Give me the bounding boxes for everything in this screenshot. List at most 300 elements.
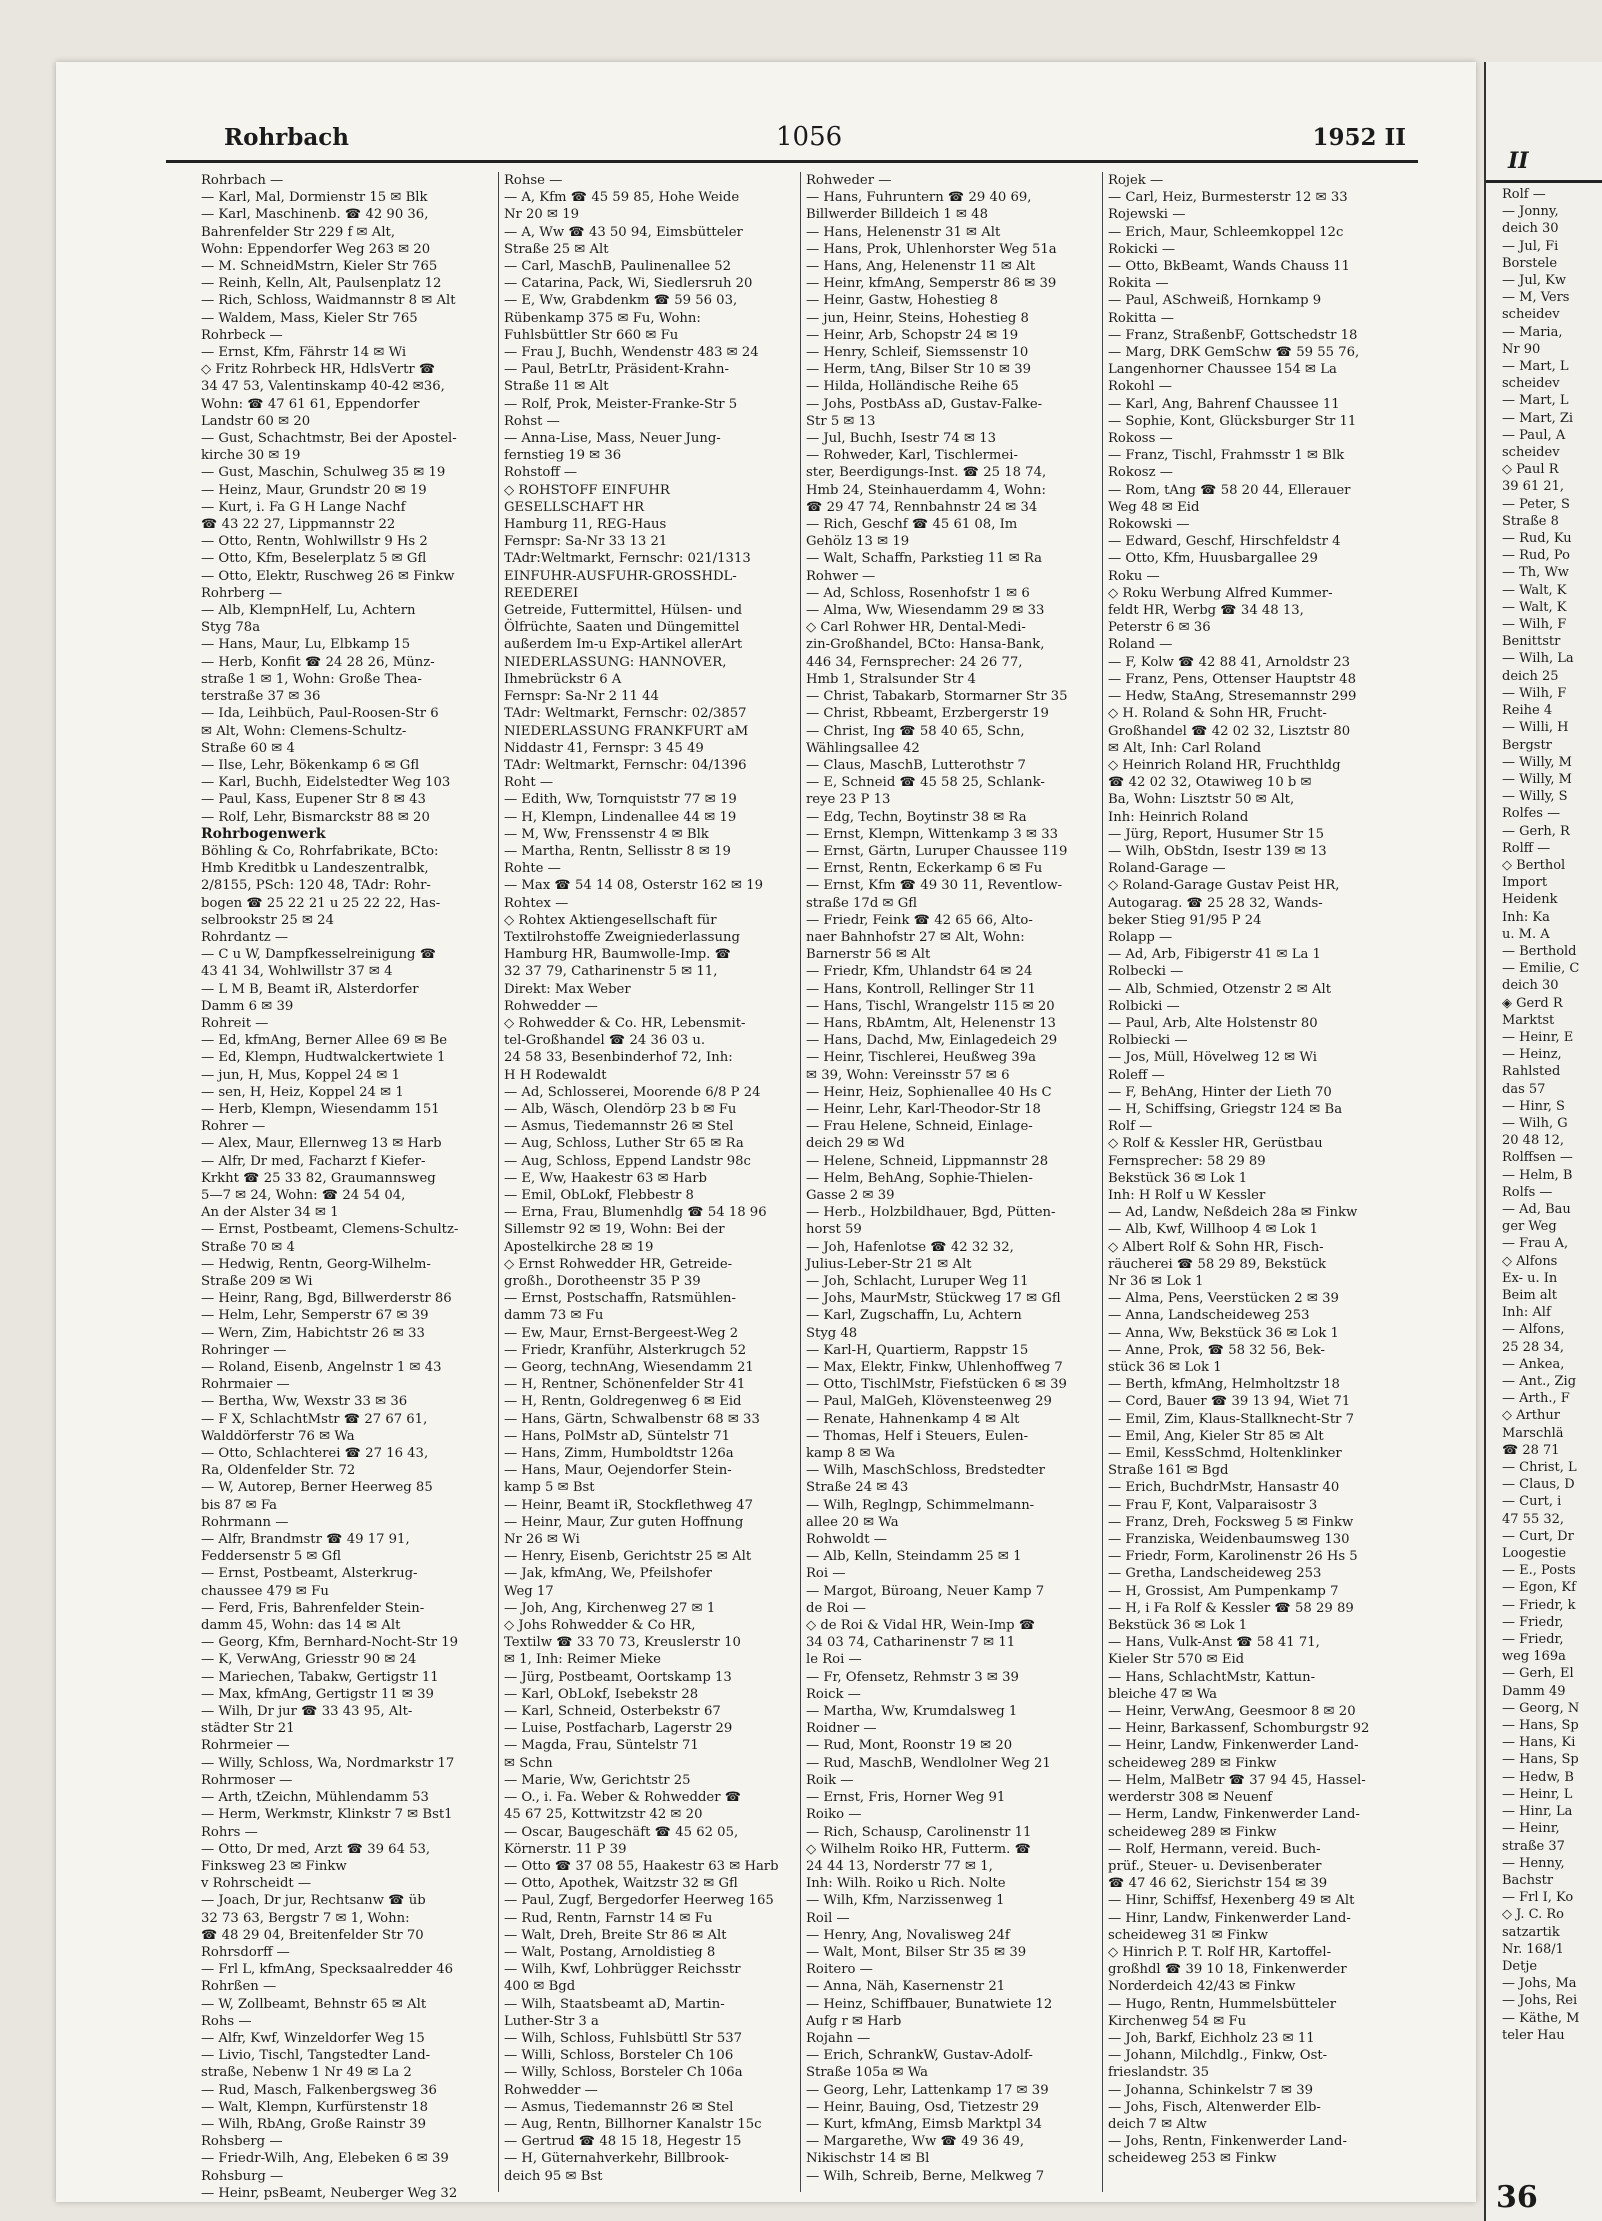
header-rule <box>1486 180 1602 183</box>
directory-entry-line: Aufg r ✉ Harb <box>806 2013 902 2029</box>
adjacent-entry-line: — Wilh, F <box>1502 685 1567 701</box>
adjacent-entry-line: — Willy, M <box>1502 771 1572 787</box>
directory-entry-line: — Karl, Ang, Bahrenf Chaussee 11 <box>1108 396 1340 412</box>
directory-entry-line: Niddastr 41, Fernspr: 3 45 49 <box>504 740 704 756</box>
adjacent-entry-line: — Gerh, El <box>1502 1666 1574 1682</box>
directory-entry-line: — Heinz, Maur, Grundstr 20 ✉ 19 <box>201 482 427 498</box>
directory-entry-line: städter Str 21 <box>201 1721 295 1737</box>
directory-entry-line: — H, Güternahverkehr, Billbrook- <box>504 2151 729 2167</box>
directory-entry-line: — Hans, Vulk-Anst ☎ 58 41 71, <box>1108 1635 1320 1651</box>
directory-entry-line: deich 7 ✉ Altw <box>1108 2116 1207 2132</box>
directory-entry-line: — Henry, Eisenb, Gerichtstr 25 ✉ Alt <box>504 1549 752 1565</box>
directory-entry-line: Rohrbeck — <box>201 327 283 343</box>
directory-entry-line: Julius-Leber-Str 21 ✉ Alt <box>806 1256 972 1272</box>
adjacent-entry-line: — Willy, M <box>1502 754 1572 770</box>
directory-entry-line: deich 95 ✉ Bst <box>504 2168 603 2184</box>
directory-entry-line: — Mariechen, Tabakw, Gertigstr 11 <box>201 1669 439 1685</box>
directory-entry-line: ◇ ROHSTOFF EINFUHR <box>504 482 670 498</box>
directory-entry-line: — A, Kfm ☎ 45 59 85, Hohe Weide <box>504 190 740 206</box>
directory-entry-line: Roitero — <box>806 1962 873 1978</box>
adjacent-entry-line: 47 55 32, <box>1502 1511 1565 1527</box>
directory-entry-line: Damm 6 ✉ 39 <box>201 998 294 1014</box>
directory-entry-line: — Kurt, kfmAng, Eimsb Marktpl 34 <box>806 2116 1042 2132</box>
directory-entry-line: — Wilh, Schreib, Berne, Melkweg 7 <box>806 2168 1045 2184</box>
directory-entry-line: — Paul, MalGeh, Klövensteenweg 29 <box>806 1394 1052 1410</box>
directory-entry-line: kirche 30 ✉ 19 <box>201 448 301 464</box>
adjacent-entry-line: Rolfes — <box>1502 806 1561 822</box>
directory-entry-line: — Carl, MaschB, Paulinenallee 52 <box>504 259 732 275</box>
directory-entry-line: Rohstoff — <box>504 465 578 481</box>
directory-entry-line: — F, Kolw ☎ 42 88 41, Arnoldstr 23 <box>1108 654 1350 670</box>
directory-entry-line: Krkht ☎ 25 33 82, Graumannsweg <box>201 1170 436 1186</box>
directory-entry-line: Rohte — <box>504 861 561 877</box>
adjacent-entry-line: ☎ 28 71 <box>1502 1442 1560 1458</box>
directory-entry-line: — Rolf, Lehr, Bismarckstr 88 ✉ 20 <box>201 809 430 825</box>
directory-entry-line: — F X, SchlachtMstr ☎ 27 67 61, <box>201 1411 428 1427</box>
directory-entry-line: Styg 78a <box>201 620 261 636</box>
directory-entry-line: — Gretha, Landscheideweg 253 <box>1108 1566 1322 1582</box>
directory-entry-line: 32 73 63, Bergstr 7 ✉ 1, Wohn: <box>201 1910 410 1926</box>
directory-entry-line: Roick — <box>806 1686 861 1702</box>
directory-entry-line: — Walt, Mont, Bilser Str 35 ✉ 39 <box>806 1944 1027 1960</box>
directory-entry-line: ☎ 48 29 04, Breitenfelder Str 70 <box>201 1927 424 1943</box>
directory-entry-line: — Waldem, Mass, Kieler Str 765 <box>201 310 418 326</box>
directory-entry-line: — Karl, Buchh, Eidelstedter Weg 103 <box>201 775 451 791</box>
directory-entry-line: Böhling & Co, Rohrfabrikate, BCto: <box>201 843 439 859</box>
directory-entry-line: — Hans, SchlachtMstr, Kattun- <box>1108 1669 1316 1685</box>
adjacent-page-strip <box>1484 62 1602 2221</box>
adjacent-entry-line: 20 48 12, <box>1502 1133 1565 1149</box>
directory-entry-line: TAdr: Weltmarkt, Fernschr: 02/3857 <box>504 706 747 722</box>
directory-entry-line: — Heinr, Gastw, Hohestieg 8 <box>806 293 999 309</box>
directory-entry-line: — Heinr, Bauing, Osd, Tietzestr 29 <box>806 2099 1039 2115</box>
directory-entry-line: — Ida, Leihbüch, Paul-Roosen-Str 6 <box>201 706 439 722</box>
directory-entry-line: scheideweg 289 ✉ Finkw <box>1108 1755 1277 1771</box>
directory-entry-line: straße 17d ✉ Gfl <box>806 895 918 911</box>
adjacent-page-number: 36 <box>1496 2180 1538 2215</box>
directory-entry-line: — Franz, Pens, Ottenser Hauptstr 48 <box>1108 671 1356 687</box>
directory-entry-line: — Ernst, Kfm ☎ 49 30 11, Reventlow- <box>806 878 1063 894</box>
directory-entry-line: — Hedwig, Rentn, Georg-Wilhelm- <box>201 1256 431 1272</box>
directory-entry-line: ◇ Roland-Garage Gustav Peist HR, <box>1108 878 1340 894</box>
directory-entry-line: allee 20 ✉ Wa <box>806 1514 899 1530</box>
directory-entry-line: Sillemstr 92 ✉ 19, Wohn: Bei der <box>504 1222 725 1238</box>
directory-entry-line: Rojewski — <box>1108 207 1186 223</box>
directory-entry-line: — Ferd, Fris, Bahrenfelder Stein- <box>201 1600 425 1616</box>
directory-entry-line: Rokitta — <box>1108 310 1174 326</box>
directory-entry-line: — Karl, Mal, Dormienstr 15 ✉ Blk <box>201 190 428 206</box>
directory-entry-line: — H, Rentn, Goldregenweg 6 ✉ Eid <box>504 1394 742 1410</box>
directory-entry-line: — Anna-Lise, Mass, Neuer Jung- <box>504 431 721 447</box>
adjacent-entry-line: ◇ Alfons <box>1502 1253 1558 1269</box>
directory-entry-line: — Otto, Schlachterei ☎ 27 16 43, <box>201 1446 429 1462</box>
directory-entry-line: — Anna, Ww, Bekstück 36 ✉ Lok 1 <box>1108 1325 1339 1341</box>
directory-entry-line: — Herm, tAng, Bilser Str 10 ✉ 39 <box>806 362 1032 378</box>
directory-entry-line: Ba, Wohn: Lisztstr 50 ✉ Alt, <box>1108 792 1295 808</box>
directory-entry-line: — Rich, Schausp, Carolinenstr 11 <box>806 1824 1032 1840</box>
directory-entry-line: — Henry, Ang, Novalisweg 24f <box>806 1927 1010 1943</box>
adjacent-entry-line: — Friedr, k <box>1502 1597 1576 1613</box>
directory-entry-line: — Hans, Prok, Uhlenhorster Weg 51a <box>806 241 1057 257</box>
directory-entry-line: — O., i. Fa. Weber & Rohwedder ☎ <box>504 1790 742 1806</box>
directory-entry-line: kamp 8 ✉ Wa <box>806 1446 896 1462</box>
adjacent-entry-line: Rahlsted <box>1502 1064 1561 1080</box>
directory-entry-line: — Henry, Schleif, Siemssenstr 10 <box>806 345 1029 361</box>
directory-entry-line: — Georg, Lehr, Lattenkamp 17 ✉ 39 <box>806 2082 1049 2098</box>
directory-entry-line: ✉ 1, Inh: Reimer Mieke <box>504 1652 661 1668</box>
directory-entry-line: — Wilh, RbAng, Große Rainstr 39 <box>201 2116 426 2132</box>
directory-entry-line: — Heinr, Rang, Bgd, Billwerderstr 86 <box>201 1291 452 1307</box>
directory-entry-line: — Heinr, Landw, Finkenwerder Land- <box>1108 1738 1359 1754</box>
directory-entry-line: Roil — <box>806 1910 850 1926</box>
directory-entry-line: le Roi — <box>806 1652 862 1668</box>
directory-entry-line: Walddörferstr 76 ✉ Wa <box>201 1428 355 1444</box>
directory-entry-line: Straße 25 ✉ Alt <box>504 241 609 257</box>
directory-entry-line: — Franz, Dreh, Focksweg 5 ✉ Finkw <box>1108 1514 1354 1530</box>
directory-entry-line: Rohsberg — <box>201 2134 283 2150</box>
directory-entry-line: — Karl, ObLokf, Isebekstr 28 <box>504 1686 699 1702</box>
directory-entry-line: — Wilh, Kfm, Narzissenweg 1 <box>806 1893 1005 1909</box>
directory-entry-line: Landstr 60 ✉ 20 <box>201 413 311 429</box>
directory-entry-line: scheideweg 289 ✉ Finkw <box>1108 1824 1277 1840</box>
adjacent-page-header: II <box>1508 148 1529 174</box>
directory-entry-line: — Wilh, Reglngp, Schimmelmann- <box>806 1497 1035 1513</box>
directory-entry-line: 2/8155, PSch: 120 48, TAdr: Rohr- <box>201 878 431 894</box>
directory-entry-line: Hmb Kreditbk u Landeszentralbk, <box>201 861 429 877</box>
directory-entry-line: — Hans, Helenenstr 31 ✉ Alt <box>806 224 1001 240</box>
directory-entry-line: — Gust, Maschin, Schulweg 35 ✉ 19 <box>201 465 446 481</box>
directory-entry-line: Gehölz 13 ✉ 19 <box>806 534 910 550</box>
directory-entry-line: scheideweg 31 ✉ Finkw <box>1108 1927 1268 1943</box>
directory-entry-line: deich 29 ✉ Wd <box>806 1136 905 1152</box>
directory-entry-line: — Ernst, Klempn, Wittenkamp 3 ✉ 33 <box>806 826 1058 842</box>
directory-entry-line: Roland — <box>1108 637 1173 653</box>
directory-entry-line: — sen, H, Heiz, Koppel 24 ✉ 1 <box>201 1084 404 1100</box>
directory-entry-line: Roleff — <box>1108 1067 1165 1083</box>
adjacent-page-lines <box>1502 186 1579 2044</box>
directory-entry-line: — Jürg, Report, Husumer Str 15 <box>1108 826 1325 842</box>
directory-entry-line: scheideweg 253 ✉ Finkw <box>1108 2151 1277 2167</box>
directory-entry-line: Rohrmaier — <box>201 1377 290 1393</box>
adjacent-entry-line: Benittstr <box>1502 634 1561 650</box>
directory-entry-line: REEDEREI <box>504 585 579 601</box>
directory-entry-line: Bekstück 36 ✉ Lok 1 <box>1108 1618 1248 1634</box>
directory-entry-line: Roland-Garage — <box>1108 861 1226 877</box>
directory-entry-line: — Bertha, Ww, Wexstr 33 ✉ 36 <box>201 1394 408 1410</box>
directory-entry-line: Rohwedder — <box>504 998 598 1014</box>
directory-entry-line: — Cord, Bauer ☎ 39 13 94, Wiet 71 <box>1108 1394 1351 1410</box>
directory-entry-line: ◇ Roku Werbung Alfred Kummer- <box>1108 585 1333 601</box>
adjacent-entry-line: — Käthe, M <box>1502 2010 1580 2026</box>
directory-entry-line: — Herb., Holzbildhauer, Bgd, Pütten- <box>806 1205 1056 1221</box>
directory-entry-line: — Karl, Zugschaffn, Lu, Achtern <box>806 1308 1022 1324</box>
adjacent-entry-line: — Jul, Kw <box>1502 273 1566 289</box>
adjacent-entry-line: — Georg, N <box>1502 1700 1580 1716</box>
directory-entry-line: 34 03 74, Catharinenstr 7 ✉ 11 <box>806 1635 1016 1651</box>
adjacent-entry-line: — Rud, Ku <box>1502 531 1572 547</box>
adjacent-entry-line: Bachstr <box>1502 1872 1554 1888</box>
adjacent-entry-line: — Hedw, B <box>1502 1769 1574 1785</box>
directory-entry-line: horst 59 <box>806 1222 862 1238</box>
adjacent-entry-line: 25 28 34, <box>1502 1339 1565 1355</box>
directory-entry-line: — Alfr, Brandmstr ☎ 49 17 91, <box>201 1532 410 1548</box>
directory-entry-line: Rokicki — <box>1108 241 1176 257</box>
directory-entry-line: — Edg, Techn, Boytinstr 38 ✉ Ra <box>806 809 1027 825</box>
directory-entry-line: — Joh, Schlacht, Luruper Weg 11 <box>806 1274 1029 1289</box>
directory-entry-line: — Friedr, Kranführ, Alsterkrugch 52 <box>504 1342 747 1358</box>
directory-entry-line: fernstieg 19 ✉ 36 <box>504 448 622 464</box>
directory-entry-line: — H, Rentner, Schönenfelder Str 41 <box>504 1377 746 1393</box>
directory-entry-line: — Roland, Eisenb, Angelnstr 1 ✉ 43 <box>201 1360 442 1376</box>
directory-entry-line: Fernspr: Sa-Nr 2 11 44 <box>504 689 659 705</box>
adjacent-entry-line: Inh: Alf <box>1502 1305 1551 1321</box>
adjacent-entry-line: ◈ Gerd R <box>1502 995 1563 1011</box>
directory-entry-line: — Heinr, Barkassenf, Schomburgstr 92 <box>1108 1721 1370 1737</box>
directory-entry-line: Rohrmann — <box>201 1514 289 1530</box>
directory-entry-line: — Johanna, Schinkelstr 7 ✉ 39 <box>1108 2082 1313 2098</box>
adjacent-entry-line: deich 25 <box>1502 668 1559 684</box>
directory-entry-line: — Hans, PolMstr aD, Süntelstr 71 <box>504 1428 730 1444</box>
directory-entry-line: — H, i Fa Rolf & Kessler ☎ 58 29 89 <box>1108 1600 1354 1616</box>
adjacent-entry-line: — E., Posts <box>1502 1563 1576 1579</box>
directory-entry-line: — Alma, Pens, Veerstücken 2 ✉ 39 <box>1108 1291 1339 1307</box>
directory-entry-line: ☎ 29 47 74, Rennbahnstr 24 ✉ 34 <box>806 499 1038 515</box>
directory-entry-line: — E, Ww, Haakestr 63 ✉ Harb <box>504 1170 707 1186</box>
directory-entry-line: — Emil, Zim, Klaus-Stallknecht-Str 7 <box>1108 1411 1355 1427</box>
directory-entry-line: Roiko — <box>806 1807 862 1823</box>
directory-entry-line: prüf., Steuer- u. Devisenberater <box>1108 1858 1322 1874</box>
directory-entry-line: — Georg, technAng, Wiesendamm 21 <box>504 1360 754 1376</box>
directory-entry-line: — Johs, Fisch, Altenwerder Elb- <box>1108 2099 1321 2115</box>
directory-entry-line: ✉ Alt, Inh: Carl Roland <box>1108 740 1262 756</box>
directory-entry-line: — H, Grossist, Am Pumpenkamp 7 <box>1108 1583 1339 1599</box>
directory-entry-line: Gasse 2 ✉ 39 <box>806 1187 895 1203</box>
directory-entry-line: Autogarag. ☎ 25 28 32, Wands- <box>1108 895 1323 911</box>
directory-entry-line: räucherei ☎ 58 29 89, Bekstück <box>1108 1256 1327 1272</box>
directory-entry-line: — Karl, Maschinenb. ☎ 42 90 36, <box>201 207 429 223</box>
directory-entry-line: Finksweg 23 ✉ Finkw <box>201 1858 347 1874</box>
adjacent-entry-line: — Henny, <box>1502 1855 1565 1871</box>
directory-entry-line: — Arth, tZeichn, Mühlendamm 53 <box>201 1790 429 1806</box>
directory-entry-line: — Asmus, Tiedemannstr 26 ✉ Stel <box>504 1119 734 1135</box>
directory-entry-line: — Otto, Elektr, Ruschweg 26 ✉ Finkw <box>201 568 455 584</box>
directory-entry-line: — Rolf, Prok, Meister-Franke-Str 5 <box>504 396 738 412</box>
directory-entry-line: Textilw ☎ 33 70 73, Kreuslerstr 10 <box>504 1635 741 1651</box>
directory-entry-line: — Ernst, Postschaffn, Ratsmühlen- <box>504 1291 736 1307</box>
directory-entry-line: Straße 11 ✉ Alt <box>504 379 609 395</box>
edition-label: 1952 II <box>1312 124 1406 151</box>
directory-entry-line: Fernspr: Sa-Nr 33 13 21 <box>504 534 668 550</box>
directory-entry-line: — W, Autorep, Berner Heerweg 85 <box>201 1480 433 1496</box>
directory-entry-line: — Johs, Rentn, Finkenwerder Land- <box>1108 2134 1347 2150</box>
adjacent-entry-line: — Mart, L <box>1502 359 1569 375</box>
directory-entry-line: — Alfr, Dr med, Facharzt f Kiefer- <box>201 1153 426 1169</box>
page-header <box>166 120 1418 163</box>
directory-entry-line: Apostelkirche 28 ✉ 19 <box>504 1239 654 1255</box>
directory-entry-line: straße 1 ✉ 1, Wohn: Große Thea- <box>201 671 422 687</box>
adjacent-entry-line: — Johs, Ma <box>1502 1976 1577 1992</box>
directory-entry-line: Rohwedder — <box>504 2082 598 2098</box>
directory-entry-line: — Aug, Rentn, Billhorner Kanalstr 15c <box>504 2116 762 2132</box>
adjacent-entry-line: Borstele <box>1502 255 1558 271</box>
directory-entry-line: — Willi, Schloss, Borsteler Ch 106 <box>504 2048 734 2064</box>
directory-entry-line: — Paul, Arb, Alte Holstenstr 80 <box>1108 1015 1318 1031</box>
directory-entry-line: Rolf — <box>1108 1119 1153 1135</box>
directory-entry-line: — Margot, Büroang, Neuer Kamp 7 <box>806 1583 1045 1599</box>
directory-entry-line: straße, Nebenw 1 Nr 49 ✉ La 2 <box>201 2065 412 2081</box>
adjacent-entry-line: — Heinr, L <box>1502 1786 1573 1802</box>
directory-entry-line: — Walt, Dreh, Breite Str 86 ✉ Alt <box>504 1927 727 1943</box>
directory-entry-line: — Frau F, Kont, Valparaisostr 3 <box>1108 1497 1318 1513</box>
directory-entry-line: — Christ, Ing ☎ 58 40 65, Schn, <box>806 723 1025 739</box>
adjacent-entry-line: — Hans, Sp <box>1502 1718 1579 1734</box>
directory-entry-line: — Alb, Kelln, Steindamm 25 ✉ 1 <box>806 1549 1022 1565</box>
adjacent-entry-line: u. M. A <box>1502 926 1550 942</box>
directory-entry-line: — L M B, Beamt iR, Alsterdorfer <box>201 981 419 997</box>
directory-entry-line: — Karl, Schneid, Osterbekstr 67 <box>504 1704 721 1720</box>
directory-entry-line: — Fr, Ofensetz, Rehmstr 3 ✉ 39 <box>806 1669 1019 1685</box>
directory-entry-line: ◇ Hinrich P. T. Rolf HR, Kartoffel- <box>1108 1944 1332 1960</box>
adjacent-entry-line: ger Weg <box>1502 1219 1557 1235</box>
adjacent-entry-line: — Christ, L <box>1502 1460 1577 1476</box>
directory-entry-line: Fernsprecher: 58 29 89 <box>1108 1153 1266 1169</box>
directory-entry-line: — Willy, Schloss, Borsteler Ch 106a <box>504 2065 743 2081</box>
directory-entry-line: Barnerstr 56 ✉ Alt <box>806 947 931 963</box>
directory-entry-line: — Alb, Kwf, Willhoop 4 ✉ Lok 1 <box>1108 1222 1318 1238</box>
directory-entry-line: — Ernst, Fris, Horner Weg 91 <box>806 1790 1006 1806</box>
directory-entry-line: Straße 24 ✉ 43 <box>806 1480 909 1496</box>
directory-entry-line: Nr 20 ✉ 19 <box>504 207 580 223</box>
directory-entry-line: naer Bahnhofstr 27 ✉ Alt, Wohn: <box>806 929 1025 945</box>
adjacent-entry-line: — Egon, Kf <box>1502 1580 1576 1596</box>
directory-entry-line: — Friedr-Wilh, Ang, Elebeken 6 ✉ 39 <box>201 2151 449 2167</box>
directory-entry-line: — Helm, Lehr, Semperstr 67 ✉ 39 <box>201 1308 429 1324</box>
directory-entry-line: Inh: Heinrich Roland <box>1108 809 1249 825</box>
directory-entry-line: — Rud, Masch, Falkenbergsweg 36 <box>201 2082 437 2098</box>
directory-entry-line: — Rud, MaschB, Wendlolner Weg 21 <box>806 1755 1051 1771</box>
adjacent-entry-line: — Peter, S <box>1502 496 1570 512</box>
directory-entry-line: Rolbiecki — <box>1108 1033 1188 1049</box>
column-2 <box>498 172 800 2192</box>
directory-entry-line: damm 45, Wohn: das 14 ✉ Alt <box>201 1618 401 1634</box>
directory-entry-line: Inh: H Rolf u W Kessler <box>1108 1187 1266 1203</box>
directory-entry-line: Rohreit — <box>201 1015 269 1031</box>
directory-entry-line: — Jak, kfmAng, We, Pfeilshofer <box>504 1566 712 1582</box>
adjacent-entry-line: Rolffsen — <box>1502 1150 1573 1166</box>
adjacent-entry-line: Loogestie <box>1502 1546 1567 1562</box>
directory-entry-line: — Rud, Rentn, Farnstr 14 ✉ Fu <box>504 1910 713 1926</box>
directory-entry-line: 446 34, Fernsprecher: 24 26 77, <box>806 654 1023 670</box>
directory-entry-line: Roi — <box>806 1566 846 1582</box>
directory-entry-line: — Martha, Ww, Krumdalsweg 1 <box>806 1704 1018 1720</box>
directory-entry-line: — Helm, MalBetr ☎ 37 94 45, Hassel- <box>1108 1772 1366 1788</box>
directory-entry-line: — Erich, Maur, Schleemkoppel 12c <box>1108 224 1344 240</box>
directory-entry-line: Rohrs — <box>201 1824 258 1840</box>
directory-entry-line: — Alma, Ww, Wiesendamm 29 ✉ 33 <box>806 603 1045 619</box>
directory-entry-line: terstraße 37 ✉ 36 <box>201 689 321 705</box>
directory-entry-line: Rohrer — <box>201 1119 266 1135</box>
directory-entry-line: — Kurt, i. Fa G H Lange Nachf <box>201 499 406 515</box>
directory-entry-line: — Erich, BuchdrMstr, Hansastr 40 <box>1108 1480 1340 1496</box>
directory-entry-line: ✉ Schn <box>504 1755 553 1771</box>
directory-entry-line: — Alfr, Kwf, Winzeldorfer Weg 15 <box>201 2030 425 2046</box>
directory-entry-line: — Hinr, Schiffsf, Hexenberg 49 ✉ Alt <box>1108 1893 1355 1909</box>
directory-entry-line: zin-Großhandel, BCto: Hansa-Bank, <box>806 637 1045 653</box>
directory-entry-line: GESELLSCHAFT HR <box>504 499 645 515</box>
directory-entry-line: — Wilh, MaschSchloss, Bredstedter <box>806 1463 1045 1479</box>
adjacent-entry-line: Reihe 4 <box>1502 703 1553 719</box>
directory-entry-line: ◇ Rolf & Kessler HR, Gerüstbau <box>1108 1136 1323 1152</box>
directory-entry-line: — Ernst, Rentn, Eckerkamp 6 ✉ Fu <box>806 861 1043 877</box>
directory-entry-line: — Johs, MaurMstr, Stückweg 17 ✉ Gfl <box>806 1291 1061 1307</box>
directory-entry-line: — Anne, Prok, ☎ 58 32 56, Bek- <box>1108 1342 1326 1358</box>
directory-entry-line: ◇ Ernst Rohwedder HR, Getreide- <box>504 1256 733 1272</box>
directory-entry-line: — Jos, Müll, Hövelweg 12 ✉ Wi <box>1108 1050 1317 1066</box>
directory-entry-line: — Walt, Postang, Arnoldistieg 8 <box>504 1944 716 1960</box>
directory-entry-line: — Hans, Gärtn, Schwalbenstr 68 ✉ 33 <box>504 1411 760 1427</box>
directory-entry-line: — Franz, StraßenbF, Gottschedstr 18 <box>1108 327 1358 343</box>
directory-entry-line: Hamburg HR, Baumwolle-Imp. ☎ <box>504 947 731 963</box>
directory-entry-line: reye 23 P 13 <box>806 792 891 808</box>
directory-entry-line: — Friedr, Form, Karolinenstr 26 Hs 5 <box>1108 1549 1358 1565</box>
adjacent-entry-line: — Johs, Rei <box>1502 1993 1578 2009</box>
adjacent-entry-line: — Walt, K <box>1502 599 1567 615</box>
directory-entry-line: — Heinr, Lehr, Karl-Theodor-Str 18 <box>806 1101 1041 1117</box>
directory-entry-line: Straße 161 ✉ Bgd <box>1108 1463 1229 1479</box>
directory-entry-line: Rohrmeier — <box>201 1738 290 1754</box>
directory-entry-line: Straße 105a ✉ Wa <box>806 2065 929 2081</box>
directory-entry-line: — A, Ww ☎ 43 50 94, Eimsbütteler <box>504 224 743 240</box>
adjacent-entry-line: — Willi, H <box>1502 720 1569 736</box>
directory-entry-line: — Otto, Dr med, Arzt ☎ 39 64 53, <box>201 1841 431 1857</box>
directory-entry-line: — Martha, Rentn, Sellisstr 8 ✉ 19 <box>504 843 731 859</box>
directory-entry-line: NIEDERLASSUNG: HANNOVER, <box>504 654 727 670</box>
directory-entry-line: ◇ Wilhelm Roiko HR, Futterm. ☎ <box>806 1841 1031 1857</box>
directory-entry-line: Ra, Oldenfelder Str. 72 <box>201 1463 356 1479</box>
adjacent-entry-line: Rolff — <box>1502 840 1551 856</box>
directory-entry-line: — Aug, Schloss, Luther Str 65 ✉ Ra <box>504 1136 744 1152</box>
directory-entry-line: — Hugo, Rentn, Hummelsbütteler <box>1108 1996 1336 2012</box>
directory-entry-line: — Ed, kfmAng, Berner Allee 69 ✉ Be <box>201 1033 448 1049</box>
adjacent-entry-line: — Frl I, Ko <box>1502 1890 1574 1906</box>
directory-entry-line: — Hedw, StaAng, Stresemannstr 299 <box>1108 689 1357 705</box>
directory-entry-line: ◇ de Roi & Vidal HR, Wein-Imp ☎ <box>806 1618 1036 1634</box>
directory-entry-line: Hmb 1, Stralsunder Str 4 <box>806 671 976 687</box>
directory-entry-line: bogen ☎ 25 22 21 u 25 22 22, Has- <box>201 895 441 911</box>
adjacent-entry-line: teler Hau <box>1502 2027 1565 2043</box>
directory-entry-line: — Ew, Maur, Ernst-Bergeest-Weg 2 <box>504 1325 739 1341</box>
directory-entry-line: — Ernst, Kfm, Fährstr 14 ✉ Wi <box>201 345 407 361</box>
directory-entry-line: — Christ, Tabakarb, Stormarner Str 35 <box>806 689 1068 705</box>
directory-entry-line: Rokita — <box>1108 276 1169 292</box>
directory-entry-line: — Oscar, Baugeschäft ☎ 45 62 05, <box>504 1824 739 1840</box>
directory-entry-line: — Heinr, Arb, Schopstr 24 ✉ 19 <box>806 327 1019 343</box>
directory-entry-line: Nr 36 ✉ Lok 1 <box>1108 1274 1204 1289</box>
directory-entry-line: — Ed, Klempn, Hudtwalckertwiete 1 <box>201 1050 446 1066</box>
directory-entry-line: — Heinr, Tischlerei, Heußweg 39a <box>806 1050 1037 1066</box>
directory-entry-line: Wohn: Eppendorfer Weg 263 ✉ 20 <box>201 241 431 257</box>
directory-entry-line: — Joach, Dr jur, Rechtsanw ☎ üb <box>201 1893 426 1909</box>
adjacent-entry-line: Bergstr <box>1502 737 1552 753</box>
directory-entry-line: — Hilda, Holländische Reihe 65 <box>806 379 1019 395</box>
directory-entry-line: — Wilh, Dr jur ☎ 33 43 95, Alt- <box>201 1704 413 1720</box>
directory-entry-line: — Magda, Frau, Süntelstr 71 <box>504 1738 699 1754</box>
directory-entry-line: Rokoss — <box>1108 431 1173 447</box>
directory-entry-line: — M, Ww, Frenssenstr 4 ✉ Blk <box>504 826 709 842</box>
directory-entry-line: Rolbicki — <box>1108 998 1180 1014</box>
directory-entry-line: ◇ Fritz Rohrbeck HR, HdlsVertr ☎ <box>201 362 436 378</box>
directory-entry-line: — M. SchneidMstrn, Kieler Str 765 <box>201 259 438 275</box>
